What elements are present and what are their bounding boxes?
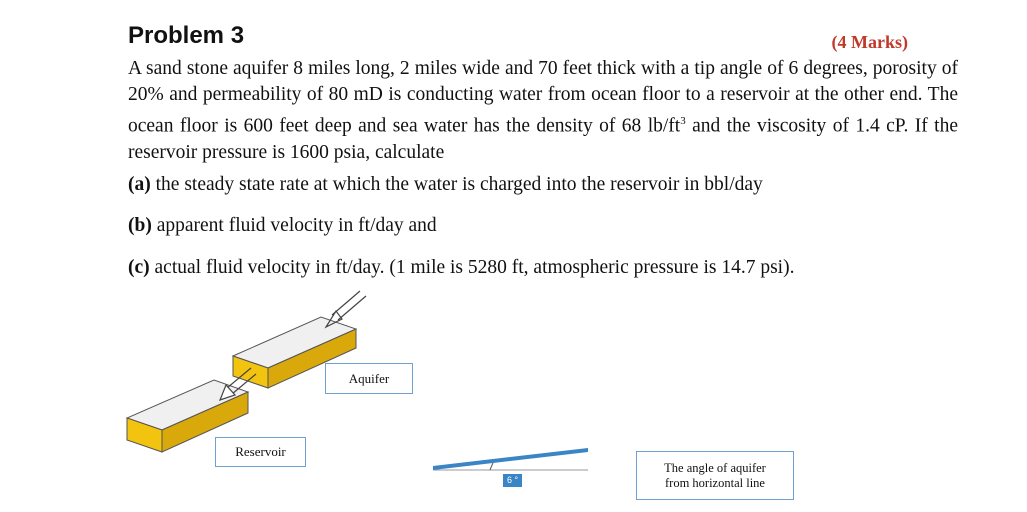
- problem-title: Problem 3: [128, 22, 245, 49]
- question-c-tag: (c): [128, 257, 150, 278]
- aquifer-label: Aquifer: [325, 363, 413, 394]
- statement-line-4: viscosity of 1.4 cP. If the reservoir pressure is 1600 psia, calculate: [128, 115, 959, 163]
- statement-line-3a: the other end. The ocean floor is 600 feet deep and sea water has the density of 68 lb/ft: [128, 84, 958, 137]
- question-a-text: the steady state rate at which the water is charged into the reservoir in bbl/day: [150, 174, 763, 195]
- angle-note-line-2: from horizontal line: [665, 475, 765, 490]
- angle-note-line-1: The angle of aquifer: [664, 460, 766, 475]
- marks-label: (4 Marks): [831, 32, 908, 52]
- reservoir-label: Reservoir: [215, 437, 306, 467]
- angle-note-box: [636, 451, 794, 500]
- angle-diagram: [433, 448, 588, 470]
- question-c-text: actual fluid velocity in ft/day. (1 mile is 5280 ft, atmospheric pressure is 14.7 psi).: [149, 257, 795, 278]
- statement-line-1: A sand stone aquifer 8 miles long, 2 miles wide and 70 feet thick with a tip angle of 6 degrees,: [128, 58, 868, 79]
- question-b-tag: (b): [128, 215, 152, 236]
- statement-line-3b: and the: [685, 115, 751, 137]
- superscript-3: 3: [680, 115, 686, 127]
- statement-line-2: porosity of 20% and permeability of 80 mD is conducting water from ocean floor to a reservoir at: [128, 58, 958, 105]
- angle-value-tag: 6 °: [503, 474, 522, 487]
- question-b-text: apparent fluid velocity in ft/day and: [151, 215, 437, 236]
- question-a-tag: (a): [128, 174, 151, 195]
